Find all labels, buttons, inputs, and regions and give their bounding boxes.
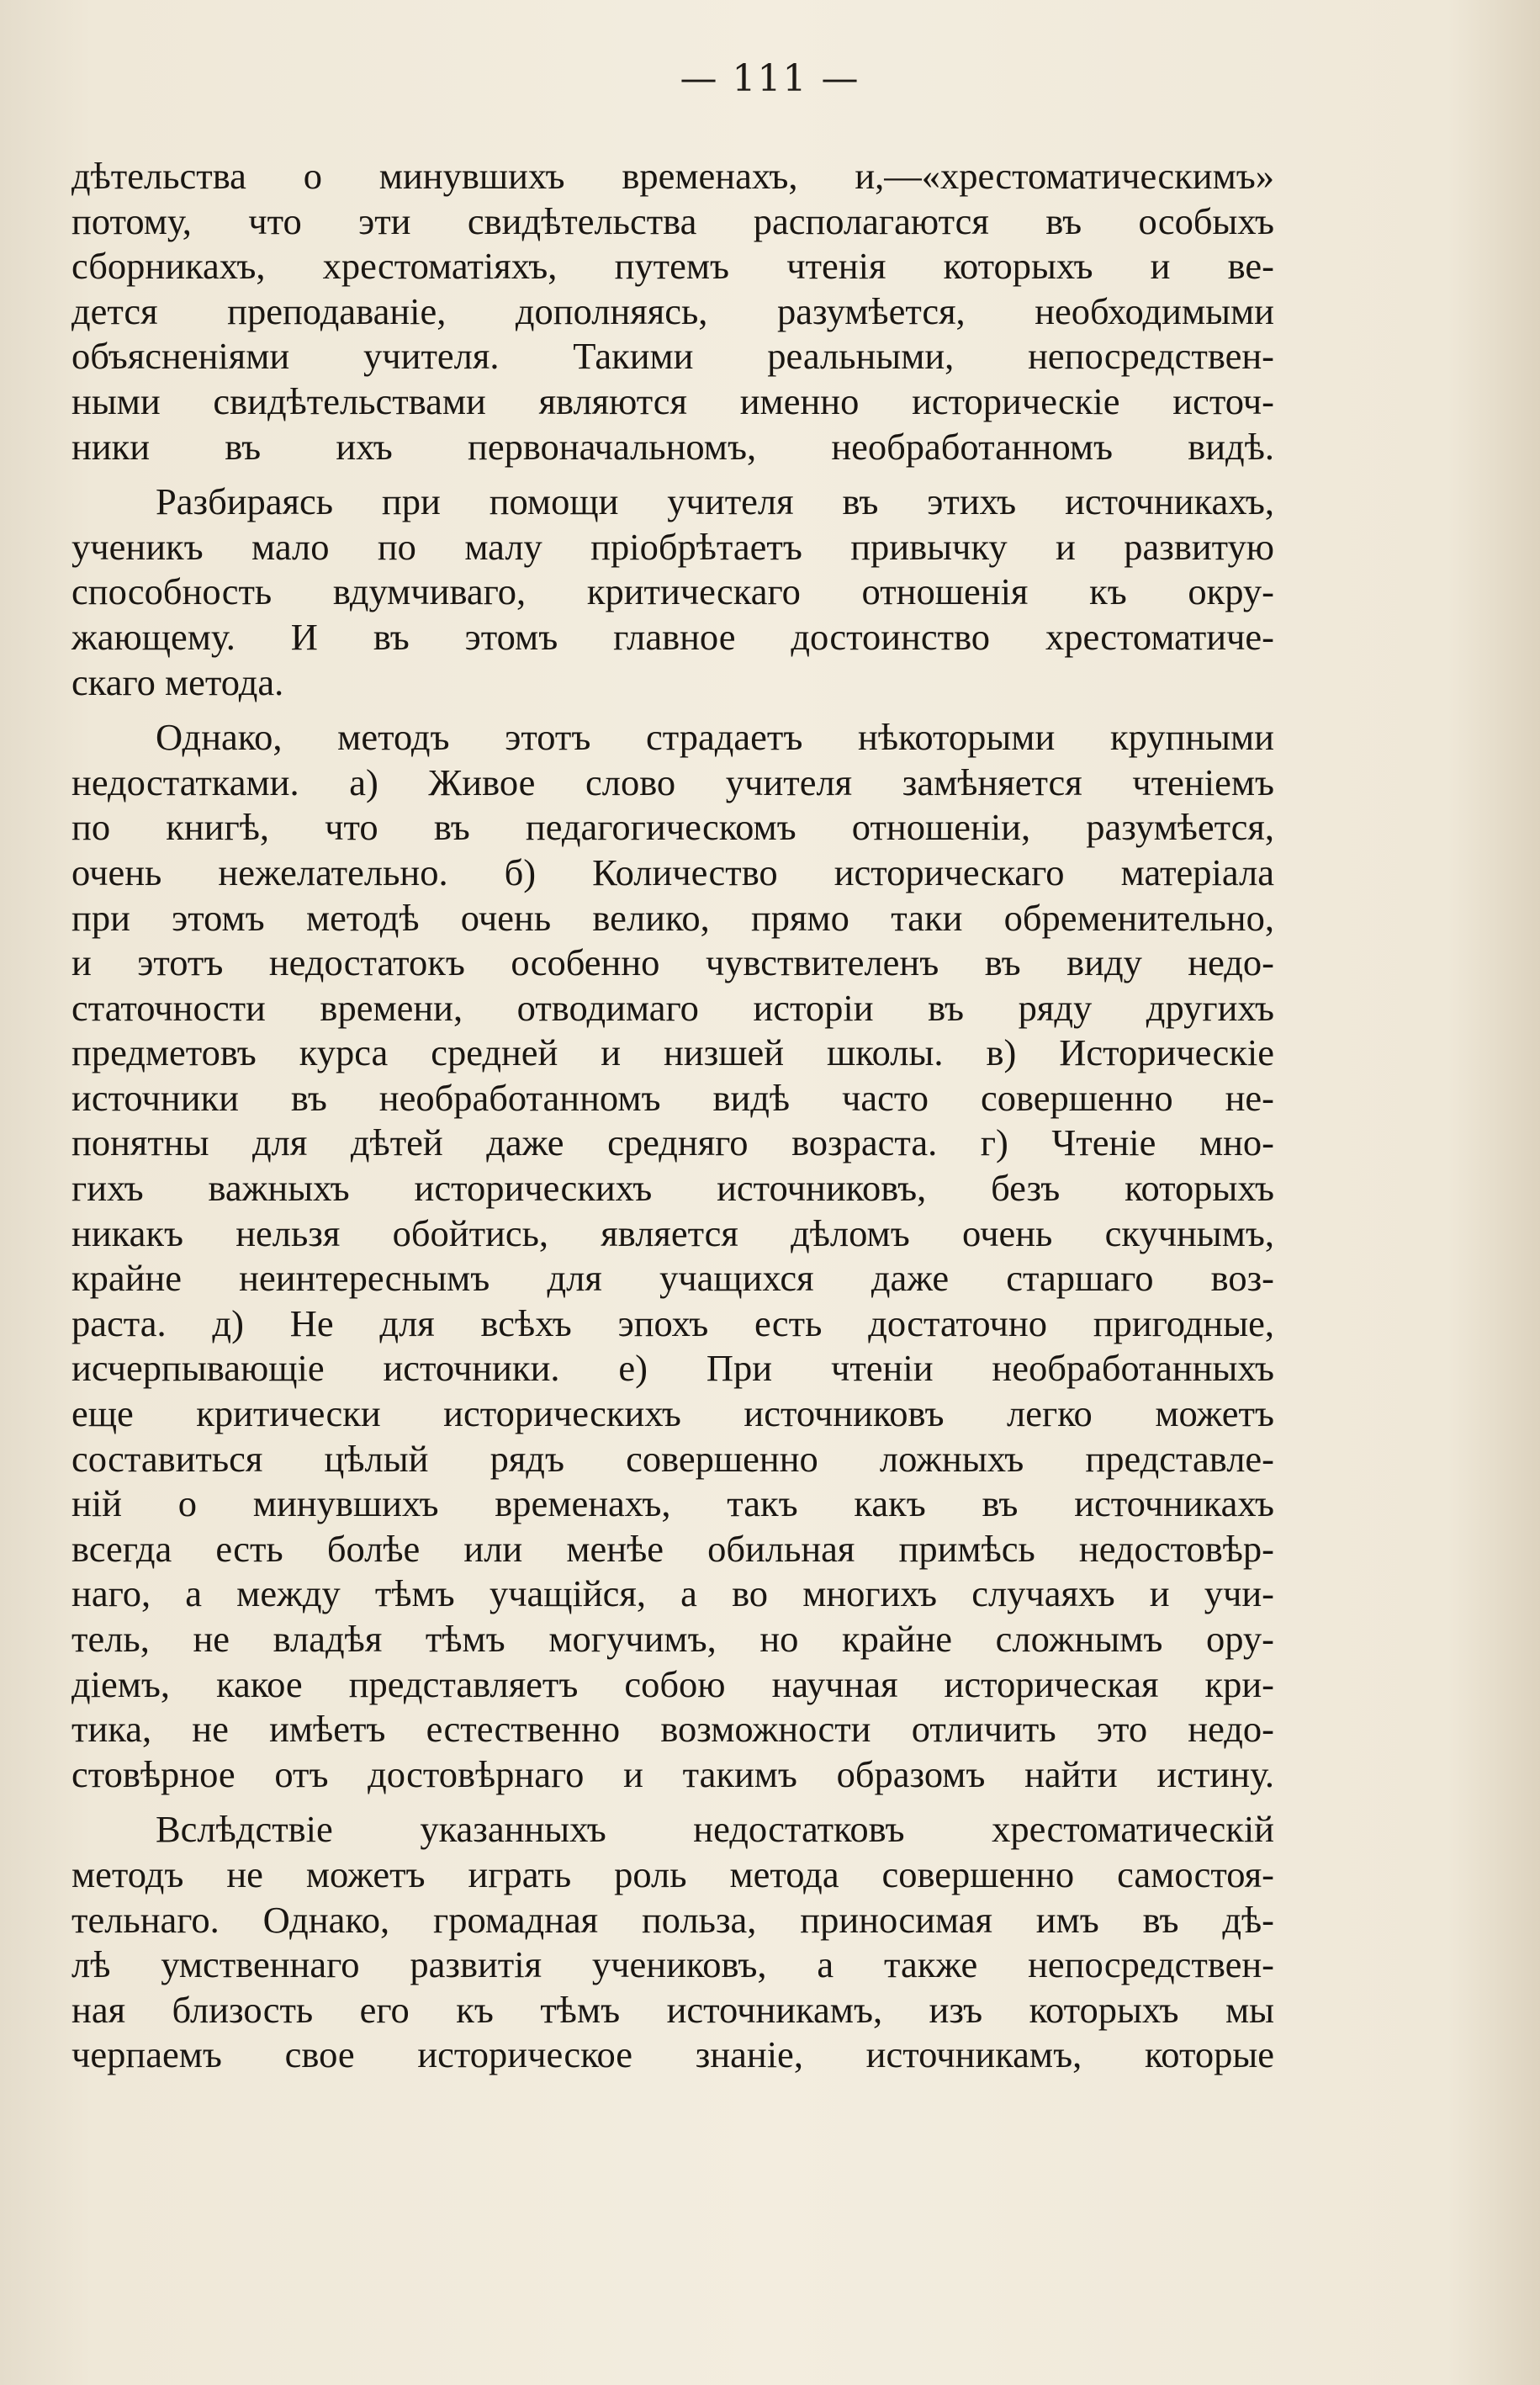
text-line: предметовъ курса средней и низшей школы. в) Историческіе — [71, 1031, 1274, 1074]
text-line: ными свидѣтельствами являются именно историческіе источ- — [71, 379, 1274, 422]
text-line: статочности времени, отводимаго исторіи въ ряду другихъ — [71, 986, 1274, 1029]
paragraph-gap — [71, 705, 1274, 715]
text-line: ученикъ мало по малу пріобрѣтаетъ привычку и развитую — [71, 525, 1274, 568]
text-line: Однако, методъ этотъ страдаетъ нѣкоторыми крупными — [156, 716, 1274, 759]
text-line: тельнаго. Однако, громадная польза, приносимая имъ въ дѣ- — [71, 1898, 1274, 1941]
text-line: дѣтельства о минувшихъ временахъ, и,—«хрестоматическимъ» — [71, 155, 1274, 197]
text-line: лѣ умственнаго развитія учениковъ, а также непосредствен- — [71, 1943, 1274, 1986]
text-line: объясненіями учителя. Такими реальными, непосредствен- — [71, 335, 1274, 378]
page-number: — 111 — — [680, 57, 860, 100]
text-line: тика, не имѣетъ естественно возможности отличить это недо- — [71, 1708, 1274, 1751]
paragraph-gap — [71, 1797, 1274, 1807]
text-line: и этотъ недостатокъ особенно чувствителенъ въ виду недо- — [71, 941, 1274, 984]
text-line: жающему. И въ этомъ главное достоинство хрестоматиче- — [71, 615, 1274, 658]
text-line: понятны для дѣтей даже средняго возраста. г) Чтеніе мно- — [71, 1121, 1274, 1164]
paragraph-gap — [71, 469, 1274, 480]
text-line: потому, что эти свидѣтельства располагаются въ особыхъ — [71, 199, 1274, 242]
text-line: черпаемъ свое историческое знаніе, источникамъ, которые — [71, 2033, 1274, 2076]
text-line: недостатками. а) Живое слово учителя замѣняется чтеніемъ — [71, 761, 1274, 803]
text-line: Вслѣдствіе указанныхъ недостатковъ хрестоматическій — [156, 1808, 1274, 1851]
text-line: методъ не можетъ играть роль метода совершенно самостоя- — [71, 1852, 1274, 1895]
text-line: способность вдумчиваго, критическаго отношенія къ окру- — [71, 570, 1274, 613]
text-line: ники въ ихъ первоначальномъ, необработанномъ видѣ. — [71, 425, 1274, 468]
text-line: дется преподаваніе, дополняясь, разумѣется, необходимыми — [71, 289, 1274, 332]
text-line: скаго метода. — [71, 660, 284, 703]
text-line: очень нежелательно. б) Количество историческаго матеріала — [71, 851, 1274, 893]
text-line: по книгѣ, что въ педагогическомъ отношеніи, разумѣется, — [71, 806, 1274, 849]
text-line: никакъ нельзя обойтись, является дѣломъ очень скучнымъ, — [71, 1211, 1274, 1254]
text-line: Разбираясь при помощи учителя въ этихъ источникахъ, — [156, 480, 1274, 523]
text-line: гихъ важныхъ историческихъ источниковъ, безъ которыхъ — [71, 1167, 1274, 1210]
text-line: ній о минувшихъ временахъ, такъ какъ въ источникахъ — [71, 1482, 1274, 1525]
text-line: крайне неинтереснымъ для учащихся даже старшаго воз- — [71, 1257, 1274, 1300]
text-line: сборникахъ, хрестоматіяхъ, путемъ чтенія которыхъ и ве- — [71, 245, 1274, 288]
body-text — [71, 154, 1274, 2078]
text-line: составиться цѣлый рядъ совершенно ложныхъ представле- — [71, 1437, 1274, 1480]
text-line: ная близость его къ тѣмъ источникамъ, изъ которыхъ мы — [71, 1988, 1274, 2031]
text-line: исчерпывающіе источники. е) При чтеніи необработанныхъ — [71, 1347, 1274, 1390]
text-line: всегда есть болѣе или менѣе обильная примѣсь недостовѣр- — [71, 1527, 1274, 1570]
text-line: наго, а между тѣмъ учащійся, а во многихъ случаяхъ и учи- — [71, 1572, 1274, 1615]
text-line: тель, не владѣя тѣмъ могучимъ, но крайне сложнымъ ору- — [71, 1618, 1274, 1660]
text-line: источники въ необработанномъ видѣ часто совершенно не- — [71, 1076, 1274, 1119]
text-line: стовѣрное отъ достовѣрнаго и такимъ образомъ найти истину. — [71, 1752, 1274, 1795]
text-line: при этомъ методѣ очень велико, прямо таки обременительно, — [71, 896, 1274, 939]
text-line: раста. д) Не для всѣхъ эпохъ есть достаточно пригодные, — [71, 1301, 1274, 1344]
text-line: еще критически историческихъ источниковъ легко можетъ — [71, 1392, 1274, 1435]
text-line: діемъ, какое представляетъ собою научная историческая кри- — [71, 1662, 1274, 1705]
